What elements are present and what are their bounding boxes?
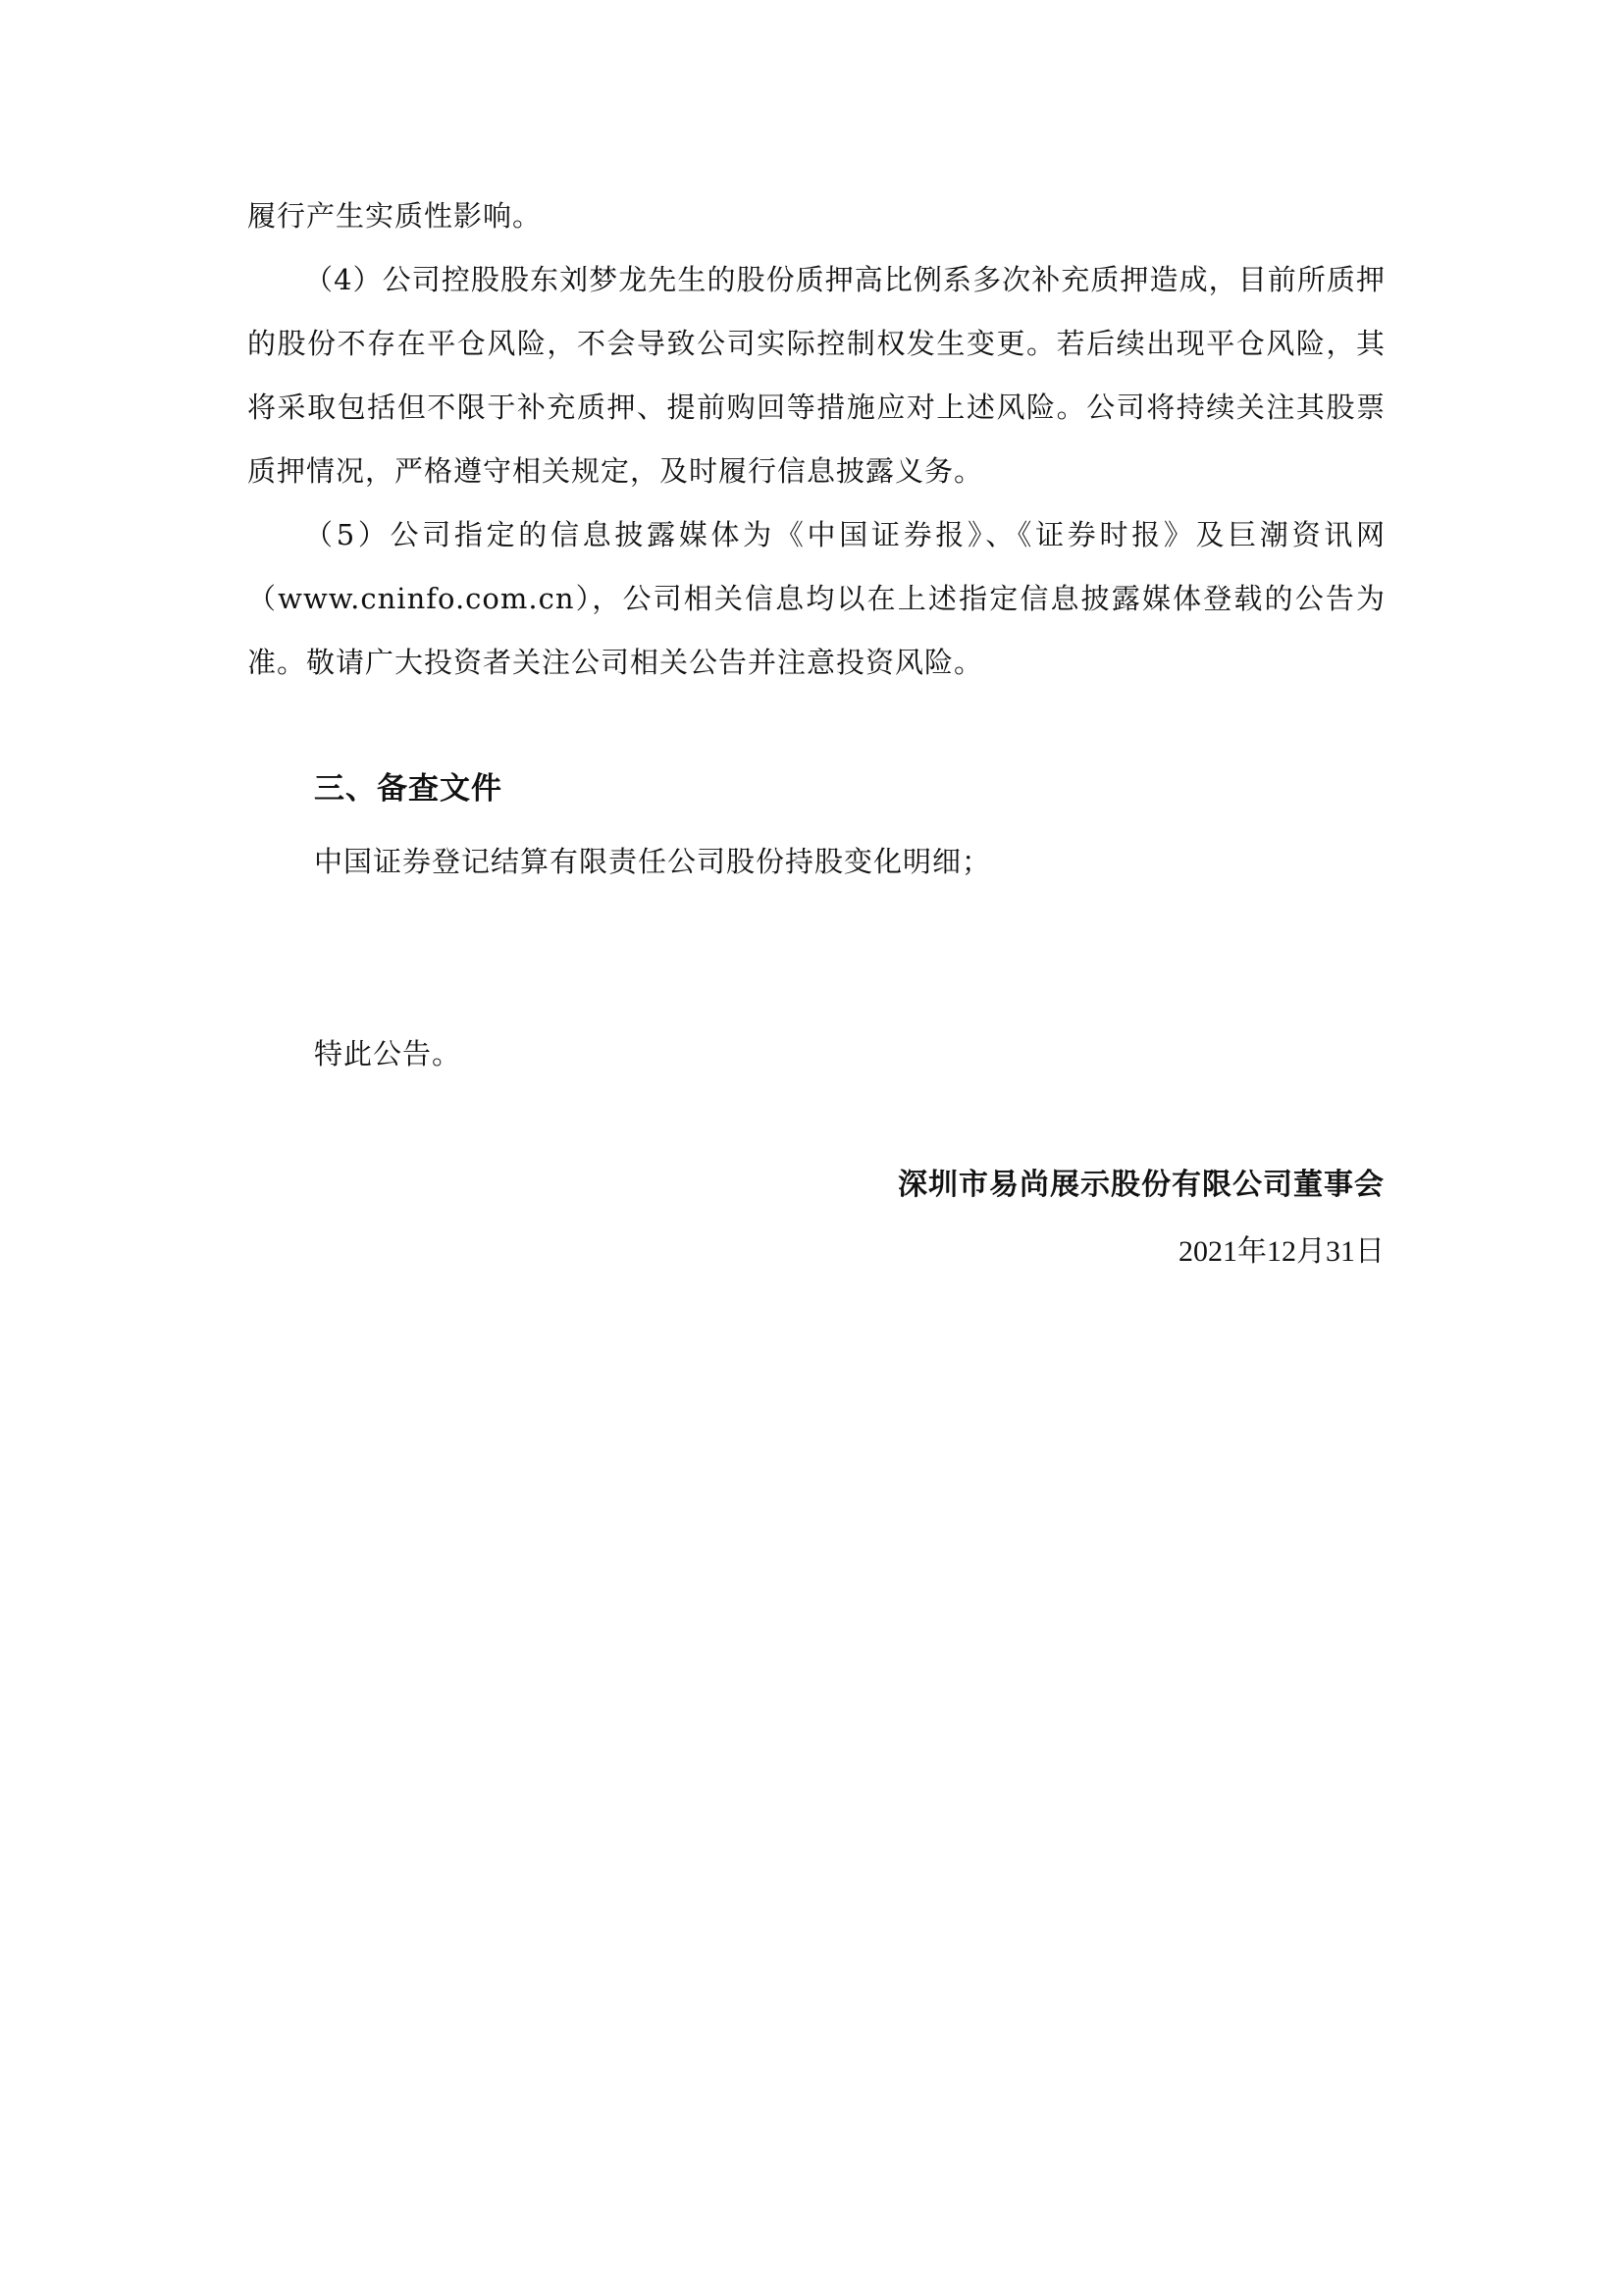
reference-document: 中国证券登记结算有限责任公司股份持股变化明细； xyxy=(314,845,992,878)
item-5-paragraph: （5）公司指定的信息披露媒体为《中国证券报》、《证券时报》及巨潮资讯网（www.cninfo.com.cn），公司相关信息均以在上述指定信息披露媒体登载的公告为准。敬请广大投资者关注公司相关公告并注意投资风险。 xyxy=(247,518,1386,679)
section-3-heading: 三、备查文件 xyxy=(314,771,502,807)
signatory: 深圳市易尚展示股份有限公司董事会 xyxy=(898,1168,1385,1202)
item-4-paragraph: （4）公司控股股东刘梦龙先生的股份质押高比例系多次补充质押造成，目前所质押的股份不存在平仓风险，不会导致公司实际控制权发生变更。若后续出现平仓风险，其将采取包括但不限于补充质押、提前购回等措施应对上述风险。公司将持续关注其股票质押情况，严格遵守相关规定，及时履行信息披露义务。 xyxy=(247,263,1386,488)
body-text xyxy=(247,184,1386,695)
closing-statement: 特此公告。 xyxy=(314,1037,462,1070)
announcement-date: 2021年12月31日 xyxy=(1179,1235,1385,1268)
continuation-paragraph: 履行产生实质性影响。 xyxy=(247,199,543,233)
